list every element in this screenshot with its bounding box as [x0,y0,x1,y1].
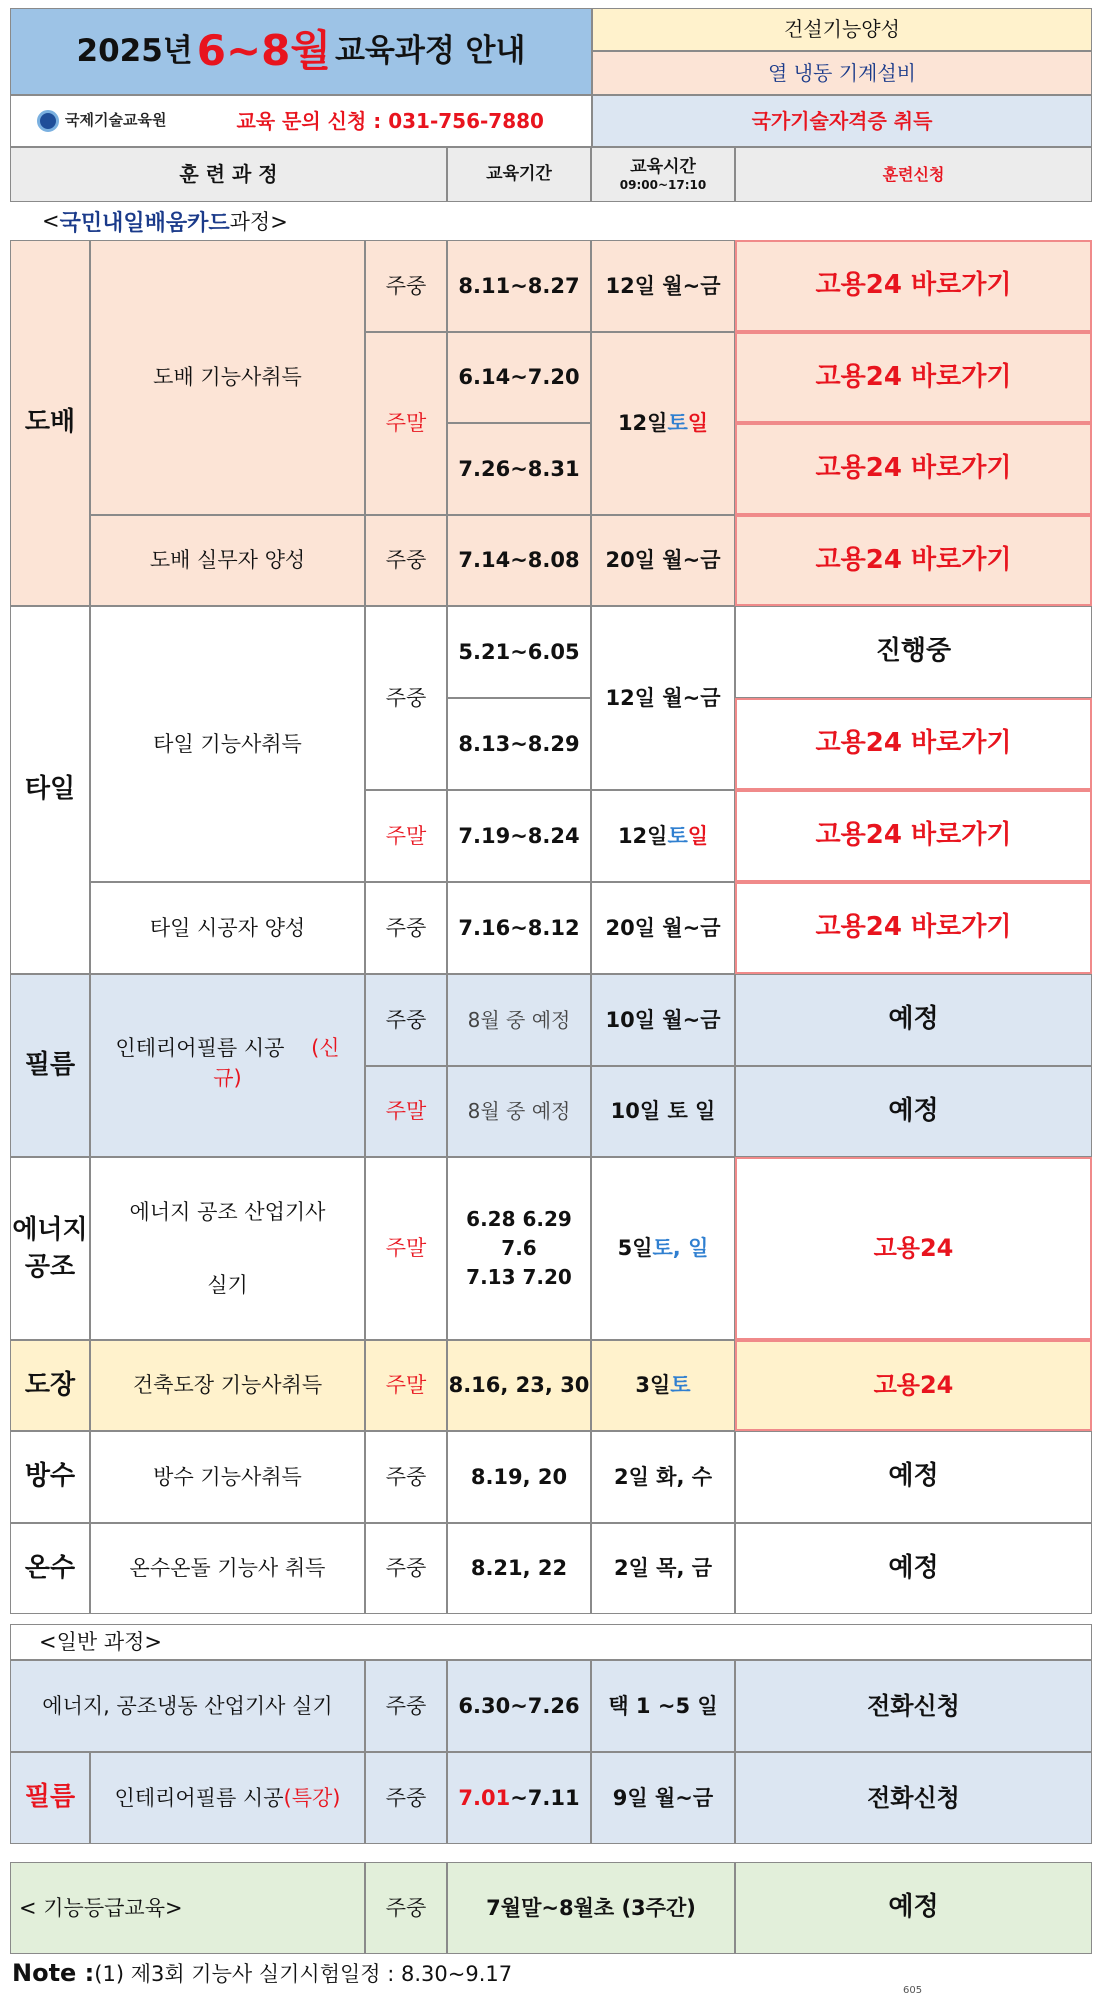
course-paint: 건축도장 기능사취득 [90,1340,365,1431]
category-film: 필름 [10,974,90,1157]
time-cell: 12일 월~금 [591,240,735,332]
period-cell: 7월말~8월초 (3주간) [447,1862,735,1954]
course-ondol: 온수온돌 기능사 취득 [90,1523,365,1614]
apply-link-goyong24[interactable]: 고용24 바로가기 [735,515,1092,606]
period-cell: 7.14~8.08 [447,515,591,606]
type-weekday: 주중 [365,515,447,606]
type-weekday: 주중 [365,240,447,332]
time-cell: 12일 토 일 [591,332,735,515]
apply-link-goyong24[interactable]: 고용24 바로가기 [735,698,1092,790]
type-weekend: 주말 [365,1066,447,1157]
col-time-label: 교육시간 [630,157,696,178]
period-cell: 8.21, 22 [447,1523,591,1614]
special-tag: (특강) [283,1785,341,1810]
type-weekday: 주중 [365,1431,447,1523]
title-prefix: 2025년 [76,33,193,70]
note [12,1957,512,1989]
period-cell: 7.19~8.24 [447,790,591,882]
category-film-general: 필름 [10,1752,90,1844]
course-skill-grade: < 기능등급교육> [10,1862,365,1954]
page-number: 605 [903,1985,923,1996]
contact-bar [10,95,592,147]
course-energy: 에너지 공조 산업기사 실기 [90,1157,365,1340]
new-tag: (신규) [213,1036,340,1091]
period-cell: 7.01 ~7.11 [447,1752,591,1844]
section-card-label: < 국민내일배움카드 과정> [10,202,1092,240]
type-weekday: 주중 [365,1862,447,1954]
page-title [10,8,592,95]
time-cell: 5일 토, 일 [591,1157,735,1340]
course-energy-general: 에너지, 공조냉동 산업기사 실기 [10,1660,365,1752]
header-right-line2: 열 냉동 기계설비 [592,51,1092,95]
category-ondol: 온수 [10,1523,90,1614]
time-cell: 택 1 ~5 일 [591,1660,735,1752]
header-right-line3: 국가기술자격증 취득 [592,95,1092,147]
type-weekend: 주말 [365,1340,447,1431]
col-time-sub: 09:00~17:10 [619,177,707,192]
logo-icon [37,110,59,132]
period-cell: 6.14~7.20 [447,332,591,423]
apply-by-phone: 전화신청 [735,1752,1092,1844]
type-weekday: 주중 [365,1752,447,1844]
time-cell: 2일 목, 금 [591,1523,735,1614]
time-cell: 9일 월~금 [591,1752,735,1844]
category-waterproof: 방수 [10,1431,90,1523]
time-cell: 3일 토 [591,1340,735,1431]
col-course-header: 훈 련 과 정 [10,147,447,202]
header-right-line1: 건설기능양성 [592,8,1092,51]
period-cell: 7.26~8.31 [447,423,591,515]
type-weekday: 주중 [365,1660,447,1752]
type-weekday: 주중 [365,606,447,790]
period-cell: 6.30~7.26 [447,1660,591,1752]
period-cell: 8월 중 예정 [447,1066,591,1157]
type-weekend: 주말 [365,790,447,882]
period-cell: 7.16~8.12 [447,882,591,974]
status-planned: 예정 [735,974,1092,1066]
apply-link-goyong24[interactable]: 고용24 [735,1340,1092,1431]
course-dobae-practitioner: 도배 실무자 양성 [90,515,365,606]
apply-by-phone: 전화신청 [735,1660,1092,1752]
type-weekend: 주말 [365,1157,447,1340]
time-cell: 12일 월~금 [591,606,735,790]
category-dobae: 도배 [10,240,90,606]
apply-link-goyong24[interactable]: 고용24 [735,1157,1092,1340]
type-weekend: 주말 [365,332,447,515]
period-cell: 5.21~6.05 [447,606,591,698]
period-cell: 8.19, 20 [447,1431,591,1523]
status-planned: 예정 [735,1523,1092,1614]
status-planned: 예정 [735,1431,1092,1523]
time-cell: 20일 월~금 [591,515,735,606]
note-label: Note : [12,1959,95,1987]
note-text: (1) 제3회 기능사 실기시험일정 : 8.30~9.17 [94,1962,513,1986]
type-weekday: 주중 [365,974,447,1066]
time-cell: 2일 화, 수 [591,1431,735,1523]
logo-text: 국제기술교육원 [65,111,167,130]
time-cell: 12일 토 일 [591,790,735,882]
apply-link-goyong24[interactable]: 고용24 바로가기 [735,240,1092,332]
section-general-label: <일반 과정> [10,1624,1092,1660]
period-cell: 6.28 6.29 7.6 7.13 7.20 [447,1157,591,1340]
col-time-header [591,147,735,202]
course-film: 인테리어필름 시공 (신규) [90,974,365,1157]
time-cell: 10일 토 일 [591,1066,735,1157]
category-paint: 도장 [10,1340,90,1431]
col-apply-header: 훈련신청 [735,147,1092,202]
type-weekday: 주중 [365,1523,447,1614]
time-cell: 20일 월~금 [591,882,735,974]
course-tile-license: 타일 기능사취득 [90,606,365,882]
card-program-name: 국민내일배움카드 [59,210,230,236]
category-tile: 타일 [10,606,90,974]
course-dobae-license: 도배 기능사취득 [90,240,365,515]
status-planned: 예정 [735,1862,1092,1954]
apply-link-goyong24[interactable]: 고용24 바로가기 [735,882,1092,974]
period-cell: 8.11~8.27 [447,240,591,332]
title-highlight: 6~8월 [196,26,331,76]
title-suffix: 교육과정 안내 [334,33,526,70]
status-in-progress: 진행중 [735,606,1092,698]
status-planned: 예정 [735,1066,1092,1157]
apply-link-goyong24[interactable]: 고용24 바로가기 [735,423,1092,515]
col-period-header: 교육기간 [447,147,591,202]
period-cell: 8.16, 23, 30 [447,1340,591,1431]
time-cell: 10일 월~금 [591,974,735,1066]
period-cell: 8.13~8.29 [447,698,591,790]
course-waterproof: 방수 기능사취득 [90,1431,365,1523]
type-weekday: 주중 [365,882,447,974]
apply-link-goyong24[interactable]: 고용24 바로가기 [735,790,1092,882]
period-cell: 8월 중 예정 [447,974,591,1066]
apply-link-goyong24[interactable]: 고용24 바로가기 [735,332,1092,423]
course-tile-installer: 타일 시공자 양성 [90,882,365,974]
course-film-special: 인테리어필름 시공 (특강) [90,1752,365,1844]
inquiry-phone[interactable]: 교육 문의 신청 : 031-756-7880 [236,108,544,133]
category-energy: 에너지 공조 [10,1157,90,1340]
